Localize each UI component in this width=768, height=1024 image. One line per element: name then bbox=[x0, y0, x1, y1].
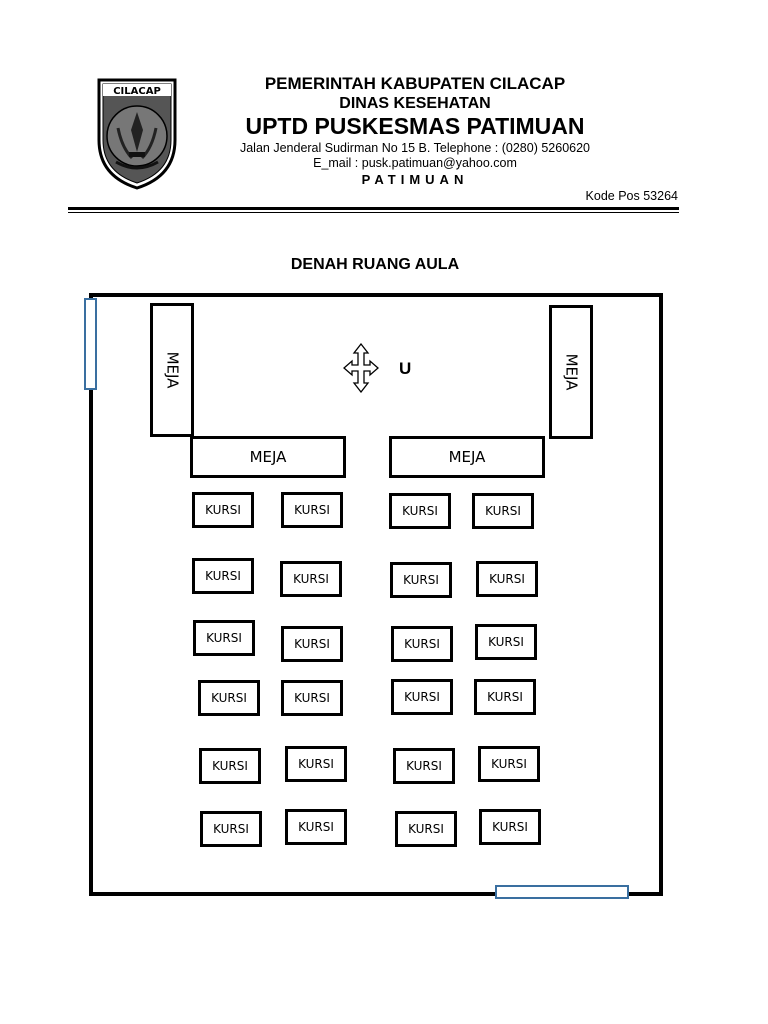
chair-label: KURSI bbox=[211, 691, 247, 705]
chair-label: KURSI bbox=[406, 759, 442, 773]
chair bbox=[280, 561, 342, 597]
chair bbox=[285, 809, 347, 845]
chair bbox=[395, 811, 457, 847]
compass-arrow-icon bbox=[343, 343, 379, 393]
chair-label: KURSI bbox=[403, 573, 439, 587]
postal-code: Kode Pos 53264 bbox=[585, 189, 678, 203]
chair-label: KURSI bbox=[206, 631, 242, 645]
chair-label: KURSI bbox=[489, 572, 525, 586]
chair bbox=[472, 493, 534, 529]
chair bbox=[476, 561, 538, 597]
logo-text: CILACAP bbox=[113, 86, 161, 97]
chair-label: KURSI bbox=[298, 820, 334, 834]
chair-label: KURSI bbox=[294, 637, 330, 651]
chair bbox=[192, 558, 254, 594]
chair bbox=[393, 748, 455, 784]
chair bbox=[478, 746, 540, 782]
table-vertical-left bbox=[150, 303, 194, 437]
email-line: E_mail : pusk.patimuan@yahoo.com bbox=[313, 156, 517, 170]
chair bbox=[474, 679, 536, 715]
cilacap-regency-seal-logo bbox=[96, 78, 178, 190]
table-vertical-right bbox=[549, 305, 593, 439]
chair-label: KURSI bbox=[491, 757, 527, 771]
letterhead-divider-thin bbox=[68, 212, 679, 213]
chair bbox=[475, 624, 537, 660]
chair-label: KURSI bbox=[298, 757, 334, 771]
chair-label: KURSI bbox=[212, 759, 248, 773]
table-label: MEJA bbox=[448, 448, 486, 466]
table-front-right bbox=[389, 436, 545, 478]
chair bbox=[479, 809, 541, 845]
chair bbox=[198, 680, 260, 716]
chair-label: KURSI bbox=[205, 569, 241, 583]
letterhead-divider-thick bbox=[68, 207, 679, 210]
government-name: PEMERINTAH KABUPATEN CILACAP bbox=[264, 74, 566, 93]
document-title: DENAH RUANG AULA bbox=[290, 256, 460, 273]
table-label: MEJA bbox=[249, 448, 287, 466]
chair bbox=[199, 748, 261, 784]
chair-label: KURSI bbox=[488, 635, 524, 649]
north-label: U bbox=[399, 359, 412, 378]
chair bbox=[389, 493, 451, 529]
chair bbox=[192, 492, 254, 528]
table-label: MEJA bbox=[562, 353, 580, 391]
chair bbox=[193, 620, 255, 656]
chair-label: KURSI bbox=[487, 690, 523, 704]
chair bbox=[391, 679, 453, 715]
chair-label: KURSI bbox=[294, 503, 330, 517]
chair bbox=[281, 626, 343, 662]
department-name: DINAS KESEHATAN bbox=[339, 95, 491, 112]
chair-label: KURSI bbox=[294, 691, 330, 705]
chair-label: KURSI bbox=[492, 820, 528, 834]
chair-label: KURSI bbox=[485, 504, 521, 518]
chair bbox=[200, 811, 262, 847]
institution-name: UPTD PUSKESMAS PATIMUAN bbox=[245, 113, 585, 139]
chair-label: KURSI bbox=[213, 822, 249, 836]
address-line: Jalan Jenderal Sudirman No 15 B. Telephone : (0280) 5260620 bbox=[239, 141, 590, 155]
door-left bbox=[84, 298, 97, 390]
chair bbox=[281, 680, 343, 716]
chair-label: KURSI bbox=[404, 690, 440, 704]
chair-label: KURSI bbox=[408, 822, 444, 836]
chair-label: KURSI bbox=[404, 637, 440, 651]
table-front-left bbox=[190, 436, 346, 478]
chair bbox=[390, 562, 452, 598]
chair-label: KURSI bbox=[293, 572, 329, 586]
door-bottom bbox=[495, 885, 629, 899]
chair-label: KURSI bbox=[205, 503, 241, 517]
table-label: MEJA bbox=[163, 351, 181, 389]
chair-label: KURSI bbox=[402, 504, 438, 518]
chair bbox=[281, 492, 343, 528]
chair bbox=[285, 746, 347, 782]
town-name: PATIMUAN bbox=[361, 172, 469, 187]
chair bbox=[391, 626, 453, 662]
